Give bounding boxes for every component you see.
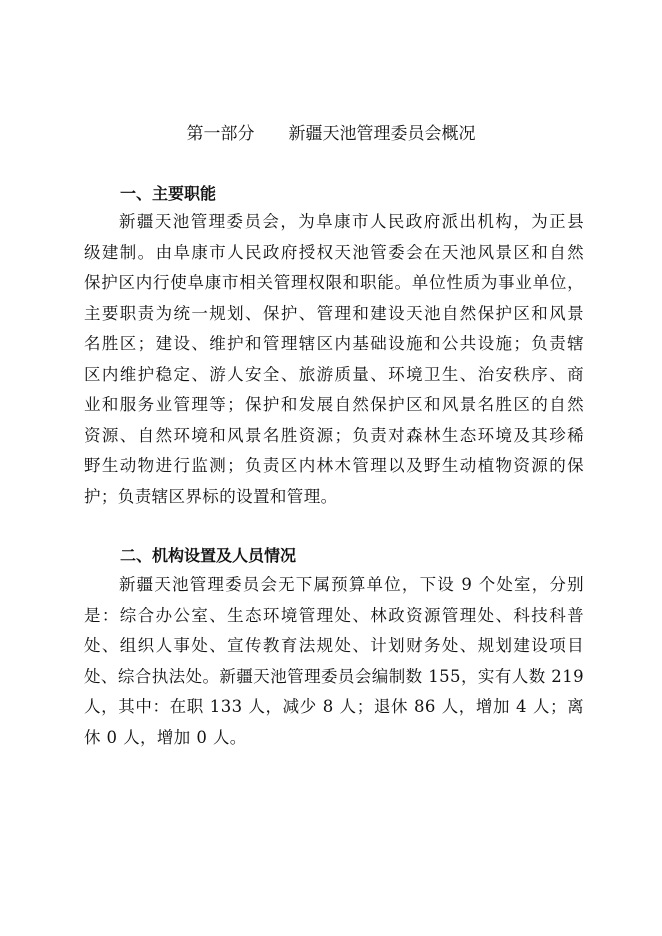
organization-staff-paragraph <box>84 570 584 753</box>
paragraph-line: 人，其中：在职 133 人，减少 8 人；退休 86 人，增加 4 人；离 <box>84 697 584 716</box>
paragraph-line: 休 0 人，增加 0 人。 <box>84 727 247 747</box>
paragraph-line: 处、综合执法处。新疆天池管理委员会编制数 155，实有人数 219 <box>84 666 584 686</box>
paragraph-line: 名胜区；建设、维护和管理辖区内基础设施和公共设施；负责辖 <box>84 334 584 353</box>
paragraph-line: 保护区内行使阜康市相关管理权限和职能。单位性质为事业单位， <box>84 273 584 292</box>
paragraph-line: 新疆天池管理委员会，为阜康市人民政府派出机构，为正县 <box>119 212 584 231</box>
paragraph-line: 区内维护稳定、游人安全、旅游质量、环境卫生、治安秩序、商 <box>84 364 584 384</box>
paragraph-line: 护；负责辖区界标的设置和管理。 <box>84 486 338 506</box>
paragraph-line: 级建制。由阜康市人民政府授权天池管委会在天池风景区和自然 <box>84 242 584 262</box>
section-heading-main-functions: 一、主要职能 <box>120 184 217 203</box>
main-functions-paragraph <box>84 207 584 512</box>
paragraph-line: 业和服务业管理等；保护和发展自然保护区和风景名胜区的自然 <box>84 395 584 414</box>
paragraph-line: 新疆天池管理委员会无下属预算单位，下设 9 个处室，分别 <box>119 575 584 594</box>
paragraph-line: 野生动物进行监测；负责区内林木管理以及野生动植物资源的保 <box>84 456 584 475</box>
page-title: 第一部分 新疆天池管理委员会概况 <box>186 124 476 144</box>
paragraph-line: 主要职责为统一规划、保护、管理和建设天池自然保护区和风景 <box>84 303 584 323</box>
paragraph-line: 处、组织人事处、宣传教育法规处、计划财务处、规划建设项目 <box>84 636 584 655</box>
paragraph-line: 资源、自然环境和风景名胜资源；负责对森林生态环境及其珍稀 <box>84 425 584 445</box>
section-heading-organization-staff: 二、机构设置及人员情况 <box>120 546 297 565</box>
paragraph-line: 是：综合办公室、生态环境管理处、林政资源管理处、科技科普 <box>84 605 584 625</box>
